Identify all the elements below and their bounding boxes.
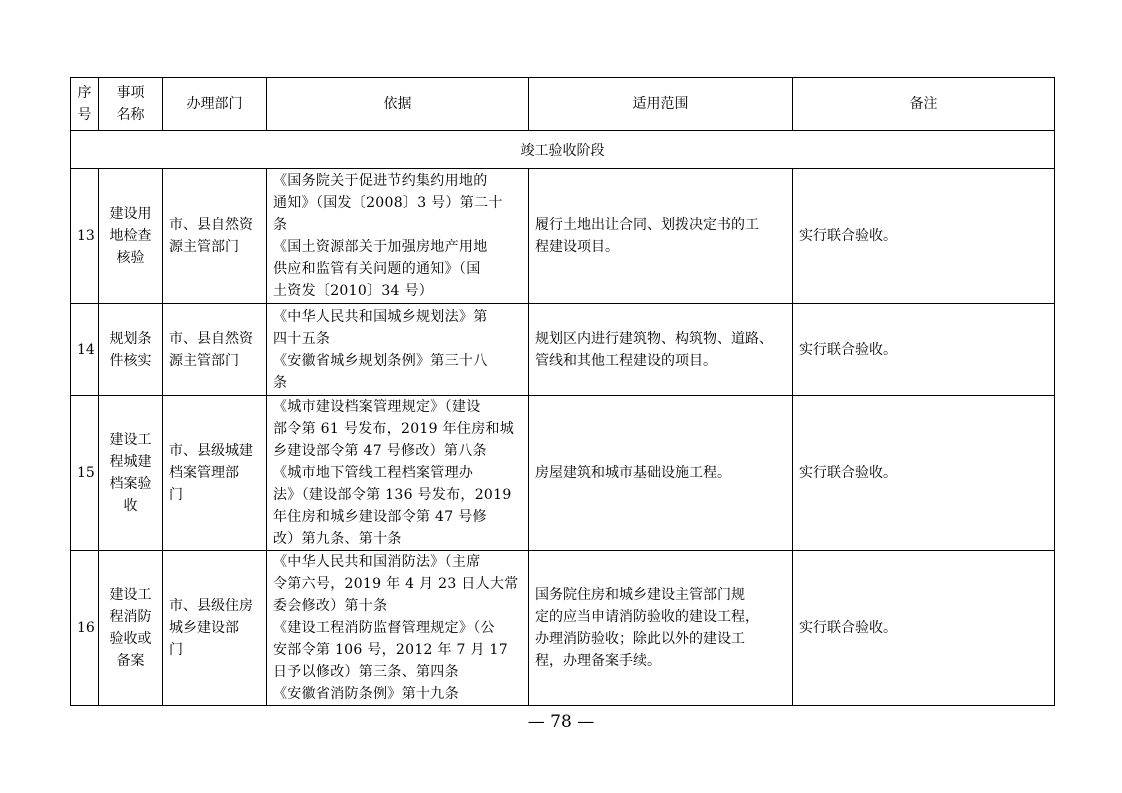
scope: 国务院住房和城乡建设主管部门规 定的应当申请消防验收的建设工程， 办理消防验收；除此以外的建设工 程，办理备案手续。 bbox=[529, 551, 793, 706]
page-number: — 78 — bbox=[527, 712, 595, 732]
item-name: 规划条 件核实 bbox=[99, 304, 163, 396]
scope: 规划区内进行建筑物、构筑物、道路、 管线和其他工程建设的项目。 bbox=[529, 304, 793, 396]
department: 市、县级城建 档案管理部 门 bbox=[163, 396, 267, 551]
item-name: 建设用 地检查 核验 bbox=[99, 169, 163, 304]
section-title: 竣工验收阶段 bbox=[71, 131, 1055, 169]
remark: 实行联合验收。 bbox=[793, 304, 1055, 396]
table-row bbox=[71, 396, 1055, 551]
basis: 《中华人民共和国城乡规划法》第 四十五条 《安徽省城乡规划条例》第三十八 条 bbox=[267, 304, 529, 396]
table-row bbox=[71, 551, 1055, 706]
row-number: 16 bbox=[71, 551, 99, 706]
remark: 实行联合验收。 bbox=[793, 169, 1055, 304]
item-name: 建设工 程城建 档案验 收 bbox=[99, 396, 163, 551]
header-remark: 备注 bbox=[793, 78, 1055, 131]
row-number: 14 bbox=[71, 304, 99, 396]
table-row bbox=[71, 304, 1055, 396]
header-item-name: 事项 名称 bbox=[99, 78, 163, 131]
row-number: 13 bbox=[71, 169, 99, 304]
remark: 实行联合验收。 bbox=[793, 396, 1055, 551]
department: 市、县自然资 源主管部门 bbox=[163, 169, 267, 304]
item-name: 建设工 程消防 验收或 备案 bbox=[99, 551, 163, 706]
scope: 履行土地出让合同、划拨决定书的工 程建设项目。 bbox=[529, 169, 793, 304]
scope: 房屋建筑和城市基础设施工程。 bbox=[529, 396, 793, 551]
department: 市、县自然资 源主管部门 bbox=[163, 304, 267, 396]
section-row bbox=[71, 131, 1055, 169]
header-no: 序 号 bbox=[71, 78, 99, 131]
basis: 《中华人民共和国消防法》（主席 令第六号，2019 年 4 月 23 日人大常 委会修改）第十条 《建设工程消防监督管理规定》（公 安部令第 106 号，2012 年 7 月 17 日予以修改）第三条、第四条 《安徽省消防条例》第十九条 bbox=[267, 551, 529, 706]
remark: 实行联合验收。 bbox=[793, 551, 1055, 706]
basis: 《城市建设档案管理规定》（建设 部令第 61 号发布，2019 年住房和城 乡建设部令第 47 号修改）第八条 《城市地下管线工程档案管理办 法》（建设部令第 136 号发布，2019 年住房和城乡建设部令第 47 号修 改）第九条、第十条 bbox=[267, 396, 529, 551]
approval-items-table bbox=[70, 77, 1055, 706]
header-scope: 适用范围 bbox=[529, 78, 793, 131]
header-basis: 依据 bbox=[267, 78, 529, 131]
department: 市、县级住房 城乡建设部 门 bbox=[163, 551, 267, 706]
header-row bbox=[71, 78, 1055, 131]
basis: 《国务院关于促进节约集约用地的 通知》（国发〔2008〕3 号）第二十 条 《国土资源部关于加强房地产用地 供应和监管有关问题的通知》（国 土资发〔2010〕34 号） bbox=[267, 169, 529, 304]
table-row bbox=[71, 169, 1055, 304]
row-number: 15 bbox=[71, 396, 99, 551]
header-department: 办理部门 bbox=[163, 78, 267, 131]
